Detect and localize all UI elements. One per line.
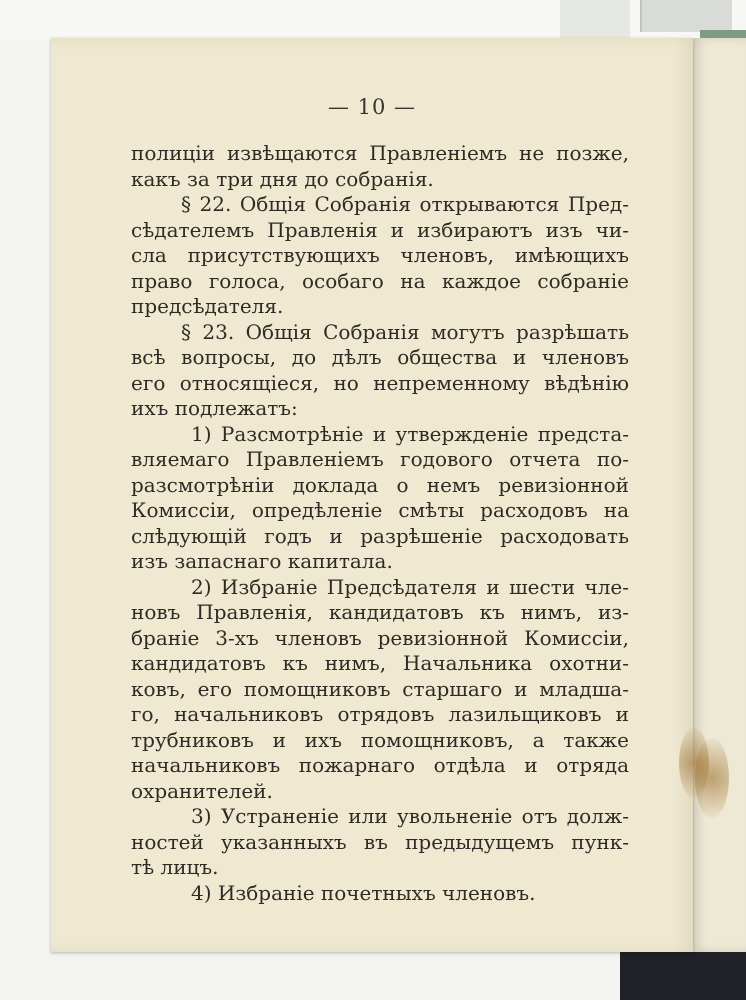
text-line: тѣ лицъ. bbox=[131, 855, 219, 879]
text-line: сла присутствующихъ членовъ, имѣющихъ bbox=[131, 243, 629, 267]
text-line: его относящіеся, но непременному вѣдѣнію bbox=[131, 370, 629, 395]
page-number: — 10 — bbox=[327, 95, 417, 119]
text-line: всѣ вопросы, до дѣлъ общества и членовъ bbox=[131, 345, 629, 369]
text-line: какъ за три дня до собранія. bbox=[131, 166, 434, 191]
text-line: кандидатовъ къ нимъ, Начальника охотни- bbox=[131, 651, 629, 675]
text-line: го, начальниковъ отрядовъ лазильщиковъ и bbox=[131, 702, 629, 726]
text-line: предсѣдателя. bbox=[131, 294, 284, 318]
text-line: 4) Избраніе почетныхъ членовъ. bbox=[191, 880, 536, 905]
text-line: вляемаго Правленіемъ годового отчета по- bbox=[131, 447, 629, 471]
text-line: § 23. Общія Собранія могутъ разрѣшать bbox=[181, 319, 629, 344]
document-page bbox=[51, 38, 693, 952]
text-line: ковъ, его помощниковъ старшаго и младша- bbox=[131, 676, 629, 701]
text-line: начальниковъ пожарнаго отдѣла и отряда bbox=[131, 753, 629, 777]
text-line: браніе 3-хъ членовъ ревизіонной Комиссіи, bbox=[131, 625, 629, 650]
text-line: Комиссіи, опредѣленіе смѣты расходовъ на bbox=[131, 498, 629, 522]
dark-surface bbox=[620, 950, 746, 1000]
text-line: ихъ подлежатъ: bbox=[131, 396, 298, 420]
body-text bbox=[131, 141, 629, 906]
text-line: § 22. Общія Собранія открываются Пред- bbox=[181, 192, 629, 216]
text-line: охранителей. bbox=[131, 778, 273, 803]
backdrop-paper bbox=[640, 0, 732, 32]
stain bbox=[679, 728, 709, 798]
text-line: 1) Разсмотрѣніе и утвержденіе предста- bbox=[191, 421, 629, 446]
text-line: трубниковъ и ихъ помощниковъ, а также bbox=[131, 727, 629, 752]
text-line: 3) Устраненіе или увольненіе отъ долж- bbox=[191, 804, 629, 828]
text-line: полиціи извѣщаются Правленіемъ не позже, bbox=[131, 141, 629, 165]
text-line: ностей указанныхъ въ предыдущемъ пунк- bbox=[131, 829, 629, 854]
text-line: право голоса, особаго на каждое собраніе bbox=[131, 268, 629, 293]
facing-page bbox=[692, 38, 746, 952]
text-line: сѣдателемъ Правленія и избираютъ изъ чи- bbox=[131, 217, 629, 242]
backdrop bbox=[0, 0, 746, 40]
text-line: 2) Избраніе Предсѣдателя и шести чле- bbox=[191, 574, 629, 599]
backdrop-paper bbox=[560, 0, 630, 40]
text-line: новъ Правленія, кандидатовъ къ нимъ, из- bbox=[131, 600, 629, 624]
text-line: разсмотрѣніи доклада о немъ ревизіонной bbox=[131, 472, 629, 497]
text-line: изъ запаснаго капитала. bbox=[131, 549, 393, 573]
text-line: слѣдующій годъ и разрѣшеніе расходовать bbox=[131, 523, 629, 548]
